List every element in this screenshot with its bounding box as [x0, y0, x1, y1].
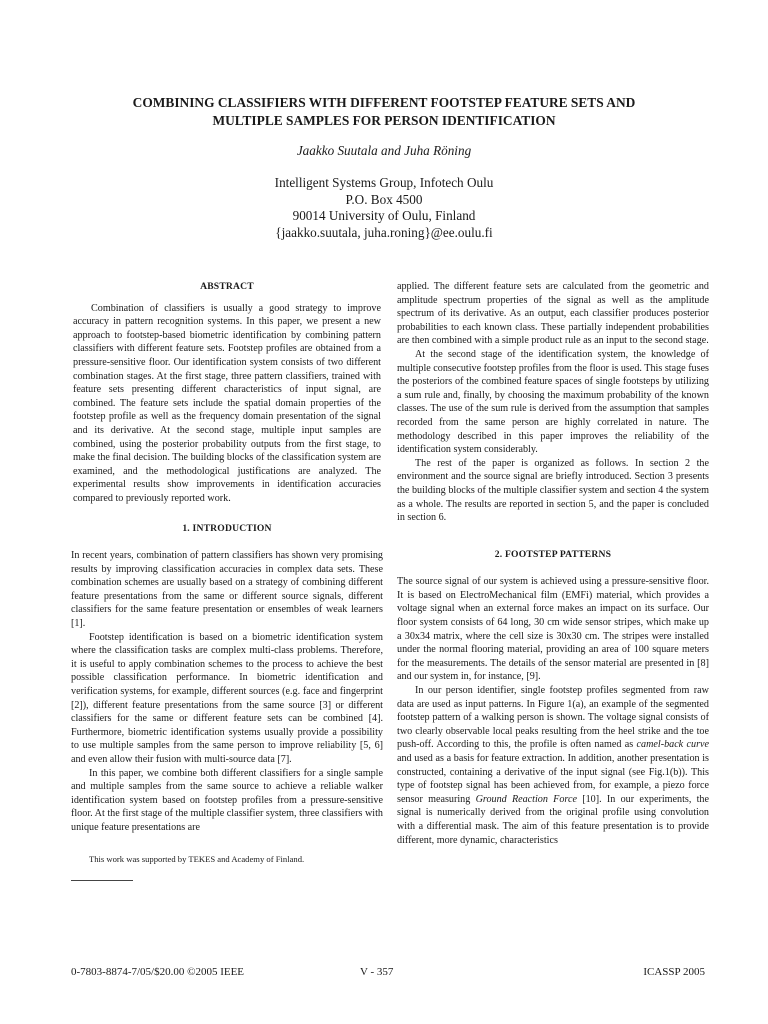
paragraph: In this paper, we combine both different classifiers for a single sample and multiple samples from the same source to achieve a reliable walker identification system based on footstep profiles from a pressure-sensitive floor. At the first stage of the multiple classifier system, three classifiers with unique feature presentations are: [71, 767, 383, 833]
paragraph: The source signal of our system is achieved using a pressure-sensitive floor. It is based on ElectroMechanical film (EMFi) material, which provides a voltage signal when an external force makes an impact on its surface. Our floor system consists of 64 long, 30 cm wide sensor stripes, which make up a 30x34 matrix, where the cell size is 30x30 cm. The stripes were installed under the normal flooring material, providing an area of 100 square meters for the measurements. The details of the sensor material are presented in [8] and our system in, for instance, [9].: [397, 576, 709, 683]
text-run: and used as a basis for feature extraction. In addition, another presentation is constructed, containing a derivative of the input signal (see Fig.1(b)). This type of footstep signal has been achieved from, for example, a piezo force sensor measuring: [397, 753, 709, 805]
title-line-1: COMBINING CLASSIFIERS WITH DIFFERENT FOOTSTEP FEATURE SETS AND: [132, 95, 636, 110]
affiliation-email: {jaakko.suutala, juha.roning}@ee.oulu.fi: [275, 224, 493, 240]
affiliation-line: 90014 University of Oulu, Finland: [292, 208, 476, 224]
footstep-patterns-heading: 2. FOOTSTEP PATTERNS: [494, 548, 612, 560]
introduction-heading: 1. INTRODUCTION: [182, 522, 272, 534]
paragraph: [397, 684, 709, 847]
abstract-text: Combination of classifiers is usually a good strategy to improve accuracy in pattern recognition systems. In this paper, we present a new approach to footstep-based biometric identification by combining pattern classifiers with different feature sets. Footstep profiles are obtained from a pressure-sensitive floor. Our identification system consists of two different combination stages. At the first stage, three pattern classifiers, trained with feature sets presenting different characteristics of input signal, are combined. The feature sets include the spatial domain properties of the footstep profile as well as the frequency domain presentation of the signal and its derivative. At the second stage, multiple input samples are combined, using the posterior probability outputs from the first stage, to make the final decision. The building blocks of the classification system are examined, and the methodological justifications are analyzed. The experimental results show improvements in identification accuracies compared to previously reported work.: [73, 302, 381, 504]
right-column: [397, 280, 709, 847]
footer-page-number: V - 357: [360, 966, 394, 978]
paper-title: [60, 94, 708, 130]
affiliation: [60, 175, 708, 241]
title-line-2: MULTIPLE SAMPLES FOR PERSON IDENTIFICATION: [212, 113, 556, 128]
footstep-patterns-body: [397, 575, 709, 847]
paragraph: In recent years, combination of pattern classifiers has shown very promising results by improving classification accuracies in complex data sets. These combination schemes are usually based on a strategy of combining different feature presentations from the same or different source signals, different classifiers for the same feature presentation or ensembles of weak learners [1].: [71, 550, 383, 630]
footer-copyright: 0-7803-8874-7/05/$20.00 ©2005 IEEE: [71, 966, 245, 978]
abstract-body: [71, 302, 383, 506]
text-run: In our person identifier, single footstep profiles segmented from raw data are used as input patterns. In Figure 1(a), an example of the segmented footstep pattern of a walking person is shown. The voltage signal consists of two clearly observable local peaks resulting from the heel strike and the toe push-off. According to this, the profile is often named as: [397, 685, 709, 751]
affiliation-line: P.O. Box 4500: [345, 191, 423, 207]
paragraph: The rest of the paper is organized as follows. In section 2 the environment and the source signal are briefly introduced. Section 3 presents the building blocks of the multiple classifier system and section 4 the system as a whole. The results are reported in section 5, and the paper is concluded in section 6.: [397, 457, 709, 524]
paragraph: Footstep identification is based on a biometric identification system where the classification tasks are complex multi-class problems. Therefore, it is useful to apply combination schemes to the process to achieve the best possible classification performance. In biometric identification and verification systems, for example, different sources (e.g. face and fingerprint [2]), different feature presentations from the same source [3] or different classifiers for the same or different feature sets can be combined [4]. Furthermore, biometric identification systems usually provide a possibility to use multiple samples from the same person to improve reliability [5, 6] and even allow their fusion with multi-source data [7].: [71, 631, 383, 765]
footnote-divider: [71, 880, 133, 881]
text-run: [10]. In our experiments, the signal is numerically derived from the original profile using convolution with a differential mask. The aim of this feature presentation is to provide different, more dynamic, characteristics: [397, 793, 709, 846]
paragraph: applied. The different feature sets are calculated from the geometric and amplitude spectrum properties of the signal as well as the amplitude spectrum of its derivative. As an output, each classifier produces posterior probabilities to each known class. These partially independent probabilities are then combined with a simple product rule as an input to the second stage.: [397, 281, 709, 347]
authors: Jaakko Suutala and Juha Röning: [296, 143, 472, 158]
footer-conference: ICASSP 2005: [643, 966, 705, 978]
emphasis-ground-reaction-force: Ground Reaction Force: [475, 793, 577, 805]
emphasis-camel-back-curve: camel-back curve: [636, 739, 709, 751]
affiliation-line: Intelligent Systems Group, Infotech Oulu: [274, 175, 494, 190]
left-column: [71, 280, 383, 835]
abstract-heading: ABSTRACT: [200, 281, 254, 292]
introduction-body: [71, 549, 383, 834]
paragraph: At the second stage of the identification system, the knowledge of multiple consecutive footstep profiles from the floor is used. This stage fuses the posteriors of the combined feature spaces of single footsteps by utilizing a sum rule and, finally, by choosing the maximum probability of the known classes. The use of the sum rule is derived from the assumption that samples recorded from the same person are highly correlated in nature. The methodology described in this paper improves the reliability of the identification system considerably.: [397, 348, 709, 456]
footnote: This work was supported by TEKES and Academy of Finland.: [89, 854, 305, 864]
